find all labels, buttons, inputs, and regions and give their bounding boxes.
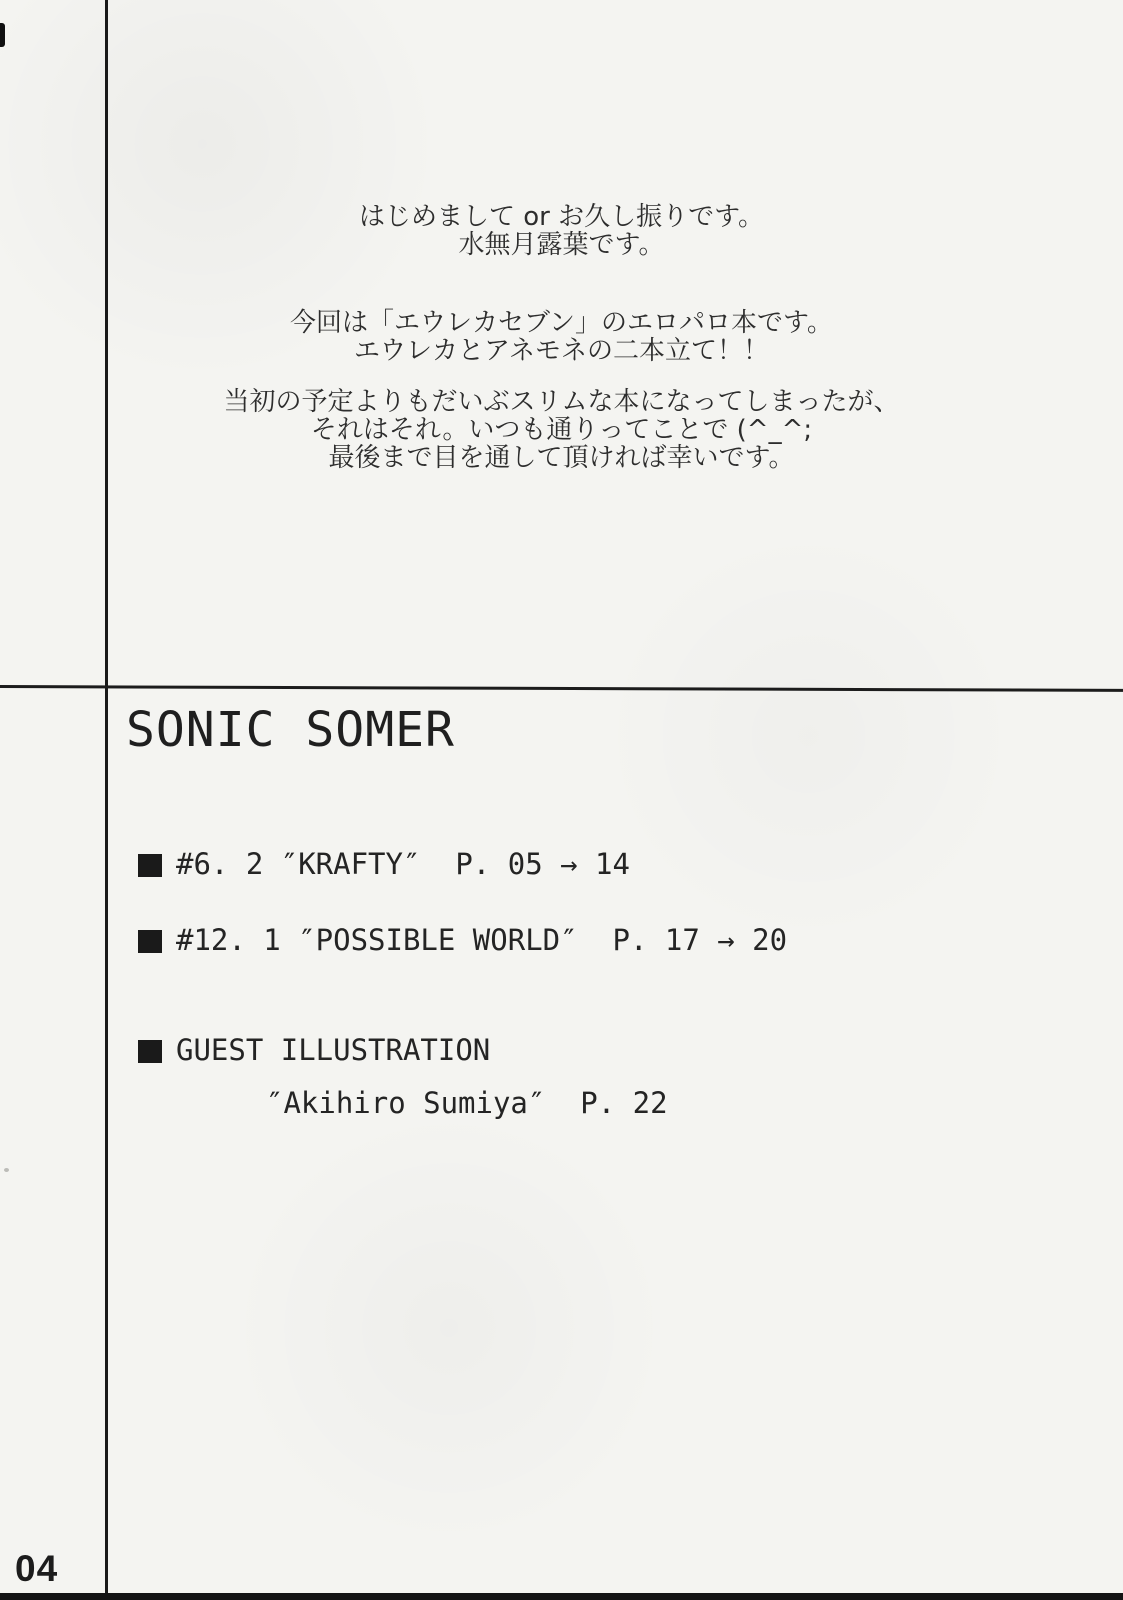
black-square-icon xyxy=(138,1040,162,1063)
toc-entry xyxy=(138,923,787,957)
greeting-line: 最後まで目を通して頂ければ幸いです。 xyxy=(328,443,795,473)
toc-entry-subline: ″Akihiro Sumiya″ P. 22 xyxy=(266,1086,668,1120)
toc-entry-text: #6. 2 ″KRAFTY″ P. 05 → 14 xyxy=(176,847,630,881)
greeting-block-1 xyxy=(0,203,1123,259)
greeting-line: 今回は「エウレカセブン」のエロパロ本です。 xyxy=(290,308,833,338)
scan-artifact-mark xyxy=(0,23,5,47)
greeting-line: エウレカとアネモネの二本立て！！ xyxy=(354,336,769,366)
scan-speck xyxy=(4,1168,9,1172)
greeting-line: それはそれ。いつも通りってことで (^_^; xyxy=(310,415,813,445)
toc-entry-text: GUEST ILLUSTRATION xyxy=(176,1033,491,1067)
toc-title: SONIC SOMER xyxy=(126,702,455,758)
section-divider-rule xyxy=(0,685,1123,692)
greeting-block-3 xyxy=(0,388,1123,472)
page-bottom-edge xyxy=(0,1593,1123,1600)
toc-entry-text: #12. 1 ″POSSIBLE WORLD″ P. 17 → 20 xyxy=(176,923,788,957)
black-square-icon xyxy=(138,854,162,877)
greeting-block-2 xyxy=(0,309,1123,365)
toc-entry xyxy=(138,1033,490,1067)
greeting-line: 当初の予定よりもだいぶスリムな本になってしまったが、 xyxy=(223,387,900,417)
greeting-line: 水無月露葉です。 xyxy=(458,230,665,260)
black-square-icon xyxy=(138,930,162,953)
page-number: 04 xyxy=(15,1548,59,1589)
greeting-line: はじめまして or お久し振りです。 xyxy=(358,202,765,232)
toc-entry xyxy=(138,847,630,881)
